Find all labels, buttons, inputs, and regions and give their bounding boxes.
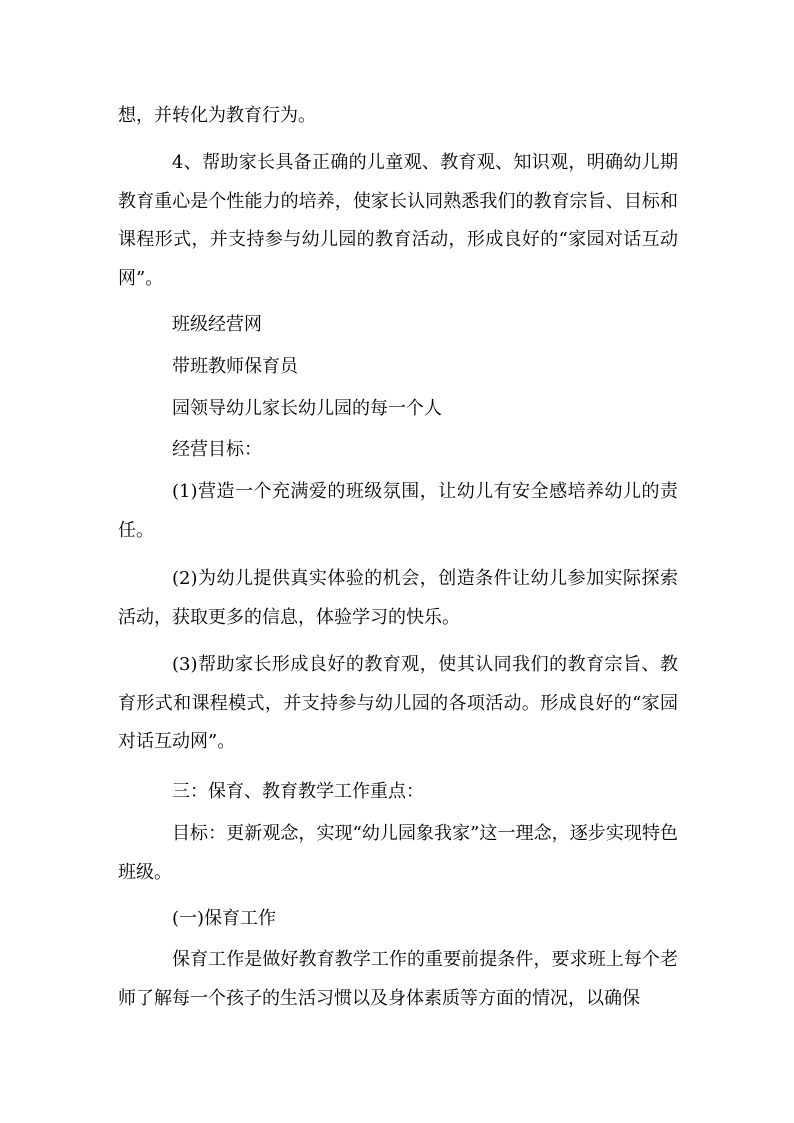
section-three-heading: 三：保育、教育教学工作重点： bbox=[172, 781, 424, 802]
subsection-care-heading: (一)保育工作 bbox=[172, 908, 277, 929]
section-target: 目标：更新观念，实现“幼儿园象我家”这一理念，逐步实现特色班级。 bbox=[118, 823, 678, 883]
goal-1: (1)营造一个充满爱的班级氛围，让幼儿有安全感培养幼儿的责任。 bbox=[118, 481, 678, 541]
care-paragraph: 保育工作是做好教育教学工作的重要前提条件，要求班上每个老师了解每一个孩子的生活习惯以及身体素质等方面的情况，以确保 bbox=[118, 949, 678, 1009]
line-stakeholders: 园领导幼儿家长幼儿园的每一个人 bbox=[172, 398, 442, 419]
heading-class-network: 班级经营网 bbox=[172, 314, 262, 335]
paragraph-continuation: 想，并转化为教育行为。 bbox=[118, 105, 316, 126]
goal-2: (2)为幼儿提供真实体验的机会，创造条件让幼儿参加实际探索活动，获取更多的信息，体验学习的快乐。 bbox=[118, 568, 678, 628]
line-teachers: 带班教师保育员 bbox=[172, 356, 298, 377]
paragraph-item-4: 4、帮助家长具备正确的儿童观、教育观、知识观，明确幼儿期教育重心是个性能力的培养，使家长认同熟悉我们的教育宗旨、目标和课程形式，并支持参与幼儿园的教育活动，形成良好的“家园对话互动网”。 bbox=[118, 152, 678, 289]
goal-3: (3)帮助家长形成良好的教育观，使其认同我们的教育宗旨、教育形式和课程模式，并支持参与幼儿园的各项活动。形成良好的“家园对话互动网”。 bbox=[118, 654, 678, 753]
heading-goals: 经营目标： bbox=[172, 439, 262, 460]
